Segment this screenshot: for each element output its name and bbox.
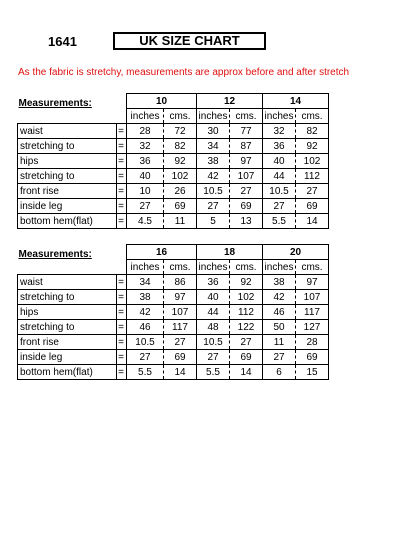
value-inches: 27 [197, 199, 230, 214]
value-inches: 42 [197, 169, 230, 184]
table-row [18, 290, 329, 305]
value-cms: 27 [296, 184, 329, 199]
row-label: front rise [18, 184, 117, 199]
unit-inches: inches [263, 260, 296, 275]
row-label: bottom hem(flat) [18, 365, 117, 380]
equals-sign: = [117, 350, 127, 365]
unit-inches: inches [197, 109, 230, 124]
value-inches: 36 [197, 275, 230, 290]
value-cms: 26 [164, 184, 197, 199]
value-inches: 44 [197, 305, 230, 320]
equals-sign: = [117, 305, 127, 320]
value-inches: 10.5 [127, 335, 164, 350]
value-inches: 5.5 [263, 214, 296, 229]
value-inches: 38 [127, 290, 164, 305]
table-row [18, 305, 329, 320]
value-cms: 69 [296, 350, 329, 365]
units-row [18, 260, 329, 275]
value-inches: 46 [127, 320, 164, 335]
row-label: waist [18, 124, 117, 139]
value-inches: 5 [197, 214, 230, 229]
value-inches: 10 [127, 184, 164, 199]
table-row [18, 124, 329, 139]
value-inches: 5.5 [127, 365, 164, 380]
row-label: stretching to [18, 169, 117, 184]
size-table-1 [17, 93, 329, 229]
row-label: inside leg [18, 199, 117, 214]
table-row [18, 184, 329, 199]
value-cms: 87 [230, 139, 263, 154]
equals-sign: = [117, 184, 127, 199]
size-header: 16 [127, 245, 197, 260]
row-label: stretching to [18, 290, 117, 305]
value-cms: 92 [296, 139, 329, 154]
value-cms: 107 [296, 290, 329, 305]
value-cms: 97 [164, 290, 197, 305]
row-label: bottom hem(flat) [18, 214, 117, 229]
equals-sign: = [117, 154, 127, 169]
value-inches: 5.5 [197, 365, 230, 380]
stretch-note: As the fabric is stretchy, measurements are approx before and after stretch [18, 67, 350, 78]
unit-cms: cms. [164, 260, 197, 275]
value-cms: 102 [296, 154, 329, 169]
value-inches: 34 [197, 139, 230, 154]
value-inches: 32 [263, 124, 296, 139]
size-header: 20 [263, 245, 329, 260]
value-inches: 48 [197, 320, 230, 335]
table-row [18, 350, 329, 365]
value-cms: 107 [230, 169, 263, 184]
row-label: stretching to [18, 320, 117, 335]
value-inches: 4.5 [127, 214, 164, 229]
value-cms: 27 [164, 335, 197, 350]
table-row [18, 275, 329, 290]
size-header: 12 [197, 94, 263, 109]
unit-inches: inches [197, 260, 230, 275]
value-cms: 27 [230, 184, 263, 199]
table-row [18, 154, 329, 169]
value-inches: 36 [263, 139, 296, 154]
table-row [18, 320, 329, 335]
value-cms: 97 [230, 154, 263, 169]
equals-sign: = [117, 139, 127, 154]
equals-sign: = [117, 335, 127, 350]
row-label: stretching to [18, 139, 117, 154]
value-cms: 122 [230, 320, 263, 335]
equals-sign: = [117, 320, 127, 335]
size-table-2 [17, 244, 329, 380]
value-cms: 92 [230, 275, 263, 290]
value-cms: 11 [164, 214, 197, 229]
value-cms: 14 [230, 365, 263, 380]
equals-sign: = [117, 214, 127, 229]
equals-sign: = [117, 169, 127, 184]
value-inches: 46 [263, 305, 296, 320]
value-cms: 82 [296, 124, 329, 139]
row-label: hips [18, 154, 117, 169]
unit-cms: cms. [164, 109, 197, 124]
unit-cms: cms. [230, 260, 263, 275]
value-cms: 102 [164, 169, 197, 184]
row-label: inside leg [18, 350, 117, 365]
table-row [18, 365, 329, 380]
value-cms: 117 [164, 320, 197, 335]
units-row [18, 109, 329, 124]
value-cms: 117 [296, 305, 329, 320]
unit-cms: cms. [296, 260, 329, 275]
value-cms: 97 [296, 275, 329, 290]
size-header: 14 [263, 94, 329, 109]
measurements-heading: Measurements: [18, 97, 92, 109]
value-cms: 15 [296, 365, 329, 380]
units-row-spacer [18, 260, 127, 275]
value-inches: 6 [263, 365, 296, 380]
unit-cms: cms. [296, 109, 329, 124]
value-inches: 40 [127, 169, 164, 184]
equals-sign: = [117, 199, 127, 214]
unit-cms: cms. [230, 109, 263, 124]
value-cms: 14 [164, 365, 197, 380]
value-cms: 72 [164, 124, 197, 139]
product-code: 1641 [48, 34, 77, 49]
table-row [18, 214, 329, 229]
value-cms: 107 [164, 305, 197, 320]
value-inches: 27 [263, 199, 296, 214]
value-cms: 127 [296, 320, 329, 335]
value-cms: 69 [164, 199, 197, 214]
row-label: hips [18, 305, 117, 320]
chart-title: UK SIZE CHART [113, 32, 266, 50]
value-cms: 102 [230, 290, 263, 305]
row-label: waist [18, 275, 117, 290]
value-inches: 34 [127, 275, 164, 290]
value-inches: 27 [127, 350, 164, 365]
value-cms: 86 [164, 275, 197, 290]
equals-sign: = [117, 275, 127, 290]
unit-inches: inches [127, 109, 164, 124]
value-inches: 42 [127, 305, 164, 320]
value-cms: 69 [164, 350, 197, 365]
size-header: 18 [197, 245, 263, 260]
value-inches: 50 [263, 320, 296, 335]
value-inches: 28 [127, 124, 164, 139]
value-inches: 38 [197, 154, 230, 169]
value-cms: 13 [230, 214, 263, 229]
value-cms: 82 [164, 139, 197, 154]
value-inches: 10.5 [197, 184, 230, 199]
unit-inches: inches [263, 109, 296, 124]
unit-inches: inches [127, 260, 164, 275]
table-row [18, 139, 329, 154]
value-cms: 28 [296, 335, 329, 350]
size-header-row [18, 94, 329, 109]
value-cms: 27 [230, 335, 263, 350]
value-inches: 27 [197, 350, 230, 365]
value-inches: 42 [263, 290, 296, 305]
value-inches: 36 [127, 154, 164, 169]
value-cms: 69 [296, 199, 329, 214]
value-inches: 40 [197, 290, 230, 305]
value-cms: 14 [296, 214, 329, 229]
value-cms: 112 [296, 169, 329, 184]
equals-sign: = [117, 290, 127, 305]
units-row-spacer [18, 109, 127, 124]
value-inches: 40 [263, 154, 296, 169]
value-cms: 77 [230, 124, 263, 139]
size-header-row [18, 245, 329, 260]
value-inches: 27 [127, 199, 164, 214]
equals-sign: = [117, 124, 127, 139]
size-header: 10 [127, 94, 197, 109]
table-row [18, 199, 329, 214]
value-cms: 112 [230, 305, 263, 320]
value-cms: 69 [230, 350, 263, 365]
value-inches: 11 [263, 335, 296, 350]
value-inches: 27 [263, 350, 296, 365]
value-inches: 10.5 [197, 335, 230, 350]
value-cms: 69 [230, 199, 263, 214]
equals-sign: = [117, 365, 127, 380]
value-inches: 38 [263, 275, 296, 290]
value-inches: 30 [197, 124, 230, 139]
measurements-heading: Measurements: [18, 248, 92, 260]
value-inches: 32 [127, 139, 164, 154]
value-inches: 10.5 [263, 184, 296, 199]
table-row [18, 169, 329, 184]
table-row [18, 335, 329, 350]
value-cms: 92 [164, 154, 197, 169]
row-label: front rise [18, 335, 117, 350]
value-inches: 44 [263, 169, 296, 184]
